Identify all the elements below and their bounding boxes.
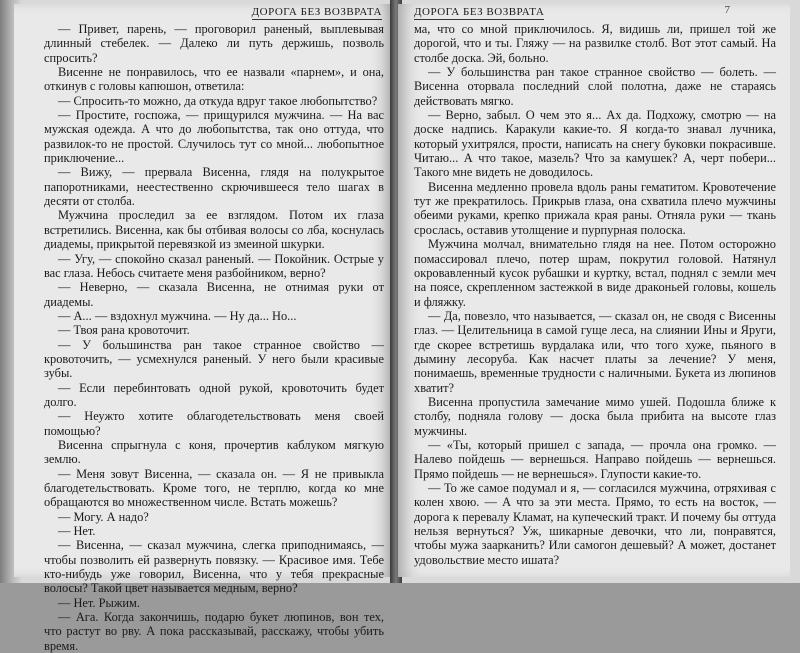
- paragraph: ма, что со мной приключилось. Я, видишь ли, пришел той же дорогой, что и ты. Гляжу — на развилке столб. Вот этот самый. На столбе доска. Эй, больно.: [414, 22, 776, 65]
- paragraph: Мужчина молчал, внимательно глядя на нее. Потом осторожно помассировал плечо, потер шрам, покрутил головой. Натянул окровавленный кусок рубашки и куртку, встал, поднял с земли меч на поясе, скрепленном застежкой в виде драконьей головы, кошель и фляжку.: [414, 237, 776, 309]
- paragraph: — Меня зовут Висенна, — сказала он. — Я не привыкла благодетельствовать. Кроме того, не терплю, когда ко мне обращаются во множественном числе. Встать можешь?: [44, 466, 384, 510]
- paragraph: — «Ты, который пришел с запада, — прочла она громко. — Налево пойдешь — вернешься. Направо пойдешь — вернешься. Прямо пойдешь — не вернешься». Глупости какие-то.: [414, 437, 776, 481]
- left-running-head: ДОРОГА БЕЗ ВОЗВРАТА: [251, 6, 382, 18]
- paragraph: — Если перебинтовать одной рукой, кровоточить будет долго.: [44, 380, 384, 409]
- paragraph: — Да, повезло, что называется, — сказал он, не сводя с Висенны глаз. — Целительница в самой гуще леса, на слиянии Ины и Яруги, где скорее встретишь вурдалака или, что того хуже, пьяного в дымину лесоруба. Как насчет платы за лечение? У меня, понимаешь, временные трудности с наличными. Букета из люпинов хватит?: [414, 308, 776, 395]
- left-page: [14, 4, 394, 653]
- paragraph: Висенне не понравилось, что ее назвали «парнем», и она, откинув с головы капюшон, ответила:: [44, 65, 384, 94]
- left-page-text: [44, 22, 384, 653]
- paragraph: — Простите, госпожа, — прищурился мужчина. — На вас мужская одежда. А что до любопытства, так оно оттуда, что развилок-то не простой. Случилось тут со мной... любопытное приключение...: [44, 108, 384, 166]
- paragraph: — Нет.: [58, 524, 96, 539]
- paragraph: — Ага. Когда закончишь, подарю букет люпинов, вон тех, что растут во рву. А пока рассказывай, расскажу, чтобы убить время.: [44, 610, 384, 653]
- paragraph: — Нет. Рыжим.: [58, 595, 140, 610]
- paragraph: — Неверно, — сказала Висенна, не отнимая руки от диадемы.: [44, 280, 384, 309]
- paragraph: — Верно, забыл. О чем это я... Ах да. Подхожу, смотрю — на доске надпись. Каракули какие-то. Я когда-то знавал лучника, который ухитрялся, прости, написать на снегу буковки покрасивше. Читаю... А что такое, мазель? Что за камушек? А, черт побери... Такого мне видеть не доводилось.: [414, 108, 776, 180]
- right-page: [398, 4, 790, 577]
- paragraph: — Спросить-то можно, да откуда вдруг такое любопытство?: [58, 93, 378, 108]
- right-page-text: [414, 22, 776, 567]
- paragraph: — Привет, парень, — проговорил раненый, выплевывая длинный стебелек. — Далеко ли путь держишь, позволь спросить?: [44, 22, 384, 65]
- paragraph: — А... — вздохнул мужчина. — Ну да... Но...: [58, 308, 297, 323]
- paragraph: — Вижу, — прервала Висенна, глядя на полукрытое папоротниками, неестественно скрючившееся тело шагах в десяти от столба.: [44, 165, 384, 209]
- right-running-head: ДОРОГА БЕЗ ВОЗВРАТА: [414, 6, 545, 18]
- paragraph: — Могу. А надо?: [58, 509, 149, 524]
- paragraph: — Твоя рана кровоточит.: [58, 323, 190, 338]
- paragraph: — Угу, — спокойно сказал раненый. — Покойник. Острые у вас глаза. Небось считаете меня разбойником, верно?: [44, 251, 384, 280]
- paragraph: — У большинства ран такое странное свойство — кровоточить, — усмехнулся раненый. У него были красивые зубы.: [44, 337, 384, 381]
- paragraph: — Неужто хотите облагодетельствовать меня своей помощью?: [44, 409, 384, 438]
- paragraph: — Висенна, — сказал мужчина, слегка приподнимаясь, — чтобы позволить ей развернуть повязку. — Красивое имя. Тебе кто-нибудь уже говорил, Висенна, что у тебя прекрасные волосы? Такой цвет называется медным, верно?: [44, 538, 384, 596]
- paragraph: Висенна пропустила замечание мимо ушей. Подошла ближе к столбу, подняла голову — доска была прибита на высоте глаз мужчины.: [414, 394, 776, 438]
- page-number: 7: [724, 4, 730, 16]
- paragraph: Висенна медленно провела вдоль раны гематитом. Кровотечение тут же прекратилось. Прикрыв глаза, она схватила плечо мужчины обеими руками, крепко прижала края раны. Отняла руки — ткань срослась, оставив утолщение и пурпурная полоска.: [414, 179, 776, 237]
- paragraph: — У большинства ран такое странное свойство — болеть. — Висенна оторвала последний слой полотна, даже не стараясь действовать мягко.: [414, 65, 776, 108]
- paragraph: Висенна спрыгнула с коня, прочертив каблуком мягкую землю.: [44, 437, 384, 467]
- paragraph: Мужчина проследил за ее взглядом. Потом их глаза встретились. Висенна, как бы отбивая волосы со лба, коснулась диадемы, прикрытой перевязкой из змеиной шкурки.: [44, 208, 384, 252]
- paragraph: — То же самое подумал и я, — согласился мужчина, отряхивая с колен хвою. — А что за эти места. Прямо, то есть на восток, — дорога к перевалу Кламат, на купеческий тракт. И почему бы оттуда нельзя вернуться? Уж, шикарные девочки, что ли, понравятся, чтобы мужа заарканить? Или самогон дешевый? А может, достанет удовольствие место ишата?: [414, 481, 776, 567]
